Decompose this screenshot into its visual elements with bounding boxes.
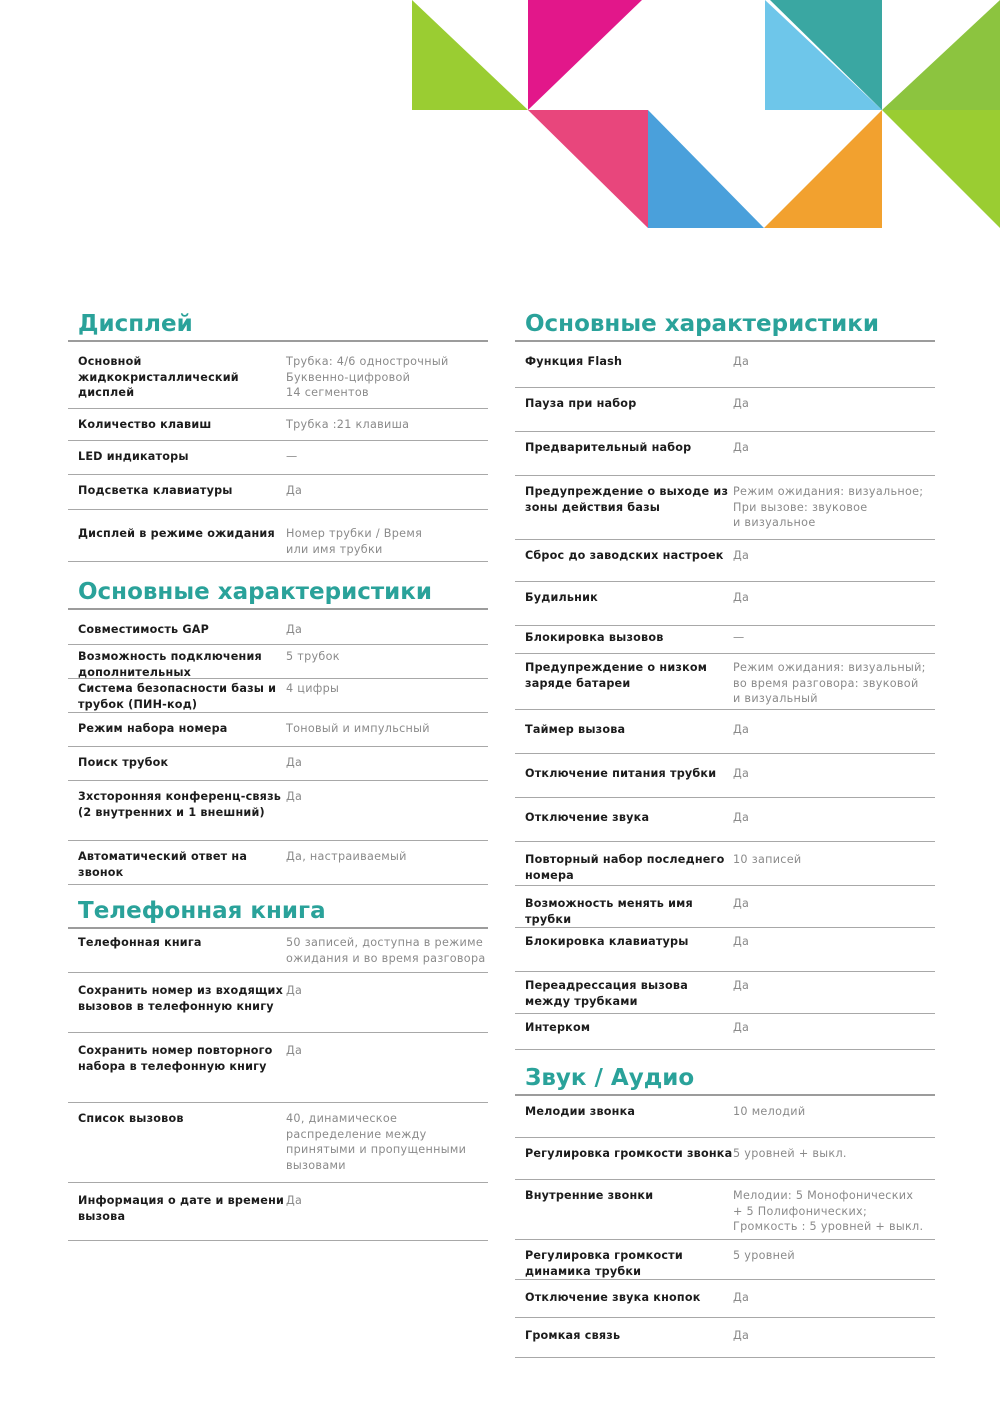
spec-value: Да bbox=[733, 549, 750, 562]
spec-row bbox=[515, 1014, 935, 1050]
decorative-triangles bbox=[0, 0, 1000, 240]
spec-row bbox=[515, 710, 935, 754]
spec-value: Да bbox=[733, 1021, 750, 1034]
spec-label: Интерком bbox=[525, 1021, 591, 1034]
spec-value: Да, настраиваемый bbox=[286, 850, 407, 863]
right-column bbox=[515, 310, 935, 1358]
spec-row bbox=[68, 475, 488, 510]
spec-value: Да bbox=[733, 441, 750, 454]
spec-label: Пауза при набор bbox=[525, 397, 637, 410]
spec-row bbox=[68, 510, 488, 562]
spec-value: Режим ожидания: визуальное; При вызове: звуковое и визуальное bbox=[733, 485, 924, 529]
spec-value: Да bbox=[733, 1329, 750, 1342]
spec-label: LED индикаторы bbox=[78, 450, 189, 463]
spec-row bbox=[68, 841, 488, 885]
spec-value: Да bbox=[286, 1044, 303, 1057]
spec-row bbox=[68, 1183, 488, 1241]
section-title-main: Основные характеристики bbox=[68, 578, 488, 610]
spec-label: Громкая связь bbox=[525, 1329, 621, 1342]
spec-row bbox=[515, 346, 935, 388]
triangle-blue bbox=[648, 110, 764, 228]
spec-value: Да bbox=[286, 1194, 303, 1207]
spec-row bbox=[515, 1280, 935, 1318]
spec-row bbox=[68, 713, 488, 747]
spec-row bbox=[515, 388, 935, 432]
spec-value: Трубка :21 клавиша bbox=[286, 418, 410, 431]
spec-label: Режим набора номера bbox=[78, 722, 228, 735]
section-title-phonebook: Телефонная книга bbox=[68, 897, 488, 929]
spec-row bbox=[68, 747, 488, 781]
spec-label: Возможность менять имя трубки bbox=[525, 897, 693, 926]
left-column bbox=[68, 310, 488, 1241]
spec-value: Да bbox=[733, 723, 750, 736]
spec-value: 50 записей, доступна в режиме ожидания и во время разговора bbox=[286, 936, 486, 965]
spec-label: Система безопасности базы и трубок (ПИН-код) bbox=[78, 682, 277, 711]
triangle-lime-bottom bbox=[882, 110, 1000, 228]
spec-row bbox=[68, 781, 488, 841]
spec-row bbox=[68, 1033, 488, 1103]
section-title-audio: Звук / Аудио bbox=[515, 1064, 935, 1096]
spec-value: — bbox=[733, 631, 745, 644]
section-audio bbox=[515, 1064, 935, 1358]
section-display bbox=[68, 310, 488, 562]
section-phonebook bbox=[68, 897, 488, 1241]
spec-value: 4 цифры bbox=[286, 682, 340, 695]
section-main-left bbox=[68, 578, 488, 885]
spec-label: Переадрессация вызова между трубками bbox=[525, 979, 688, 1008]
spec-label: Функция Flash bbox=[525, 355, 623, 368]
spec-value: Да bbox=[733, 767, 750, 780]
spec-value: Да bbox=[733, 397, 750, 410]
spec-value: Да bbox=[733, 979, 750, 992]
spec-label: Предупреждение о низком заряде батареи bbox=[525, 661, 708, 690]
spec-label: Таймер вызова bbox=[525, 723, 626, 736]
spec-row bbox=[515, 432, 935, 476]
spec-row bbox=[68, 933, 488, 973]
spec-label: Регулировка громкости динамика трубки bbox=[525, 1249, 683, 1278]
spec-label: 3хсторонняя конференц-связь (2 внутренних и 1 внешний) bbox=[78, 790, 282, 819]
spec-row bbox=[68, 409, 488, 441]
spec-label: Основной жидкокристаллический дисплей bbox=[78, 355, 239, 399]
spec-value: Мелодии: 5 Монофонических + 5 Полифонических; Громкость : 5 уровней + выкл. bbox=[733, 1189, 924, 1233]
spec-label: Блокировка клавиатуры bbox=[525, 935, 689, 948]
spec-value: 5 трубок bbox=[286, 650, 340, 663]
spec-row bbox=[68, 645, 488, 679]
triangle-orange bbox=[764, 110, 882, 228]
spec-row bbox=[515, 754, 935, 798]
spec-row bbox=[515, 540, 935, 582]
spec-row bbox=[515, 842, 935, 886]
spec-row bbox=[515, 1240, 935, 1280]
spec-label: Отключение питания трубки bbox=[525, 767, 717, 780]
section-title-display: Дисплей bbox=[68, 310, 488, 342]
spec-row bbox=[515, 476, 935, 540]
spec-value: 10 записей bbox=[733, 853, 802, 866]
spec-label: Количество клавиш bbox=[78, 418, 212, 431]
spec-label: Список вызовов bbox=[78, 1112, 184, 1125]
spec-value: Да bbox=[286, 623, 303, 636]
spec-row bbox=[515, 1100, 935, 1138]
spec-value: Да bbox=[733, 591, 750, 604]
spec-label: Сохранить номер из входящих вызовов в телефонную книгу bbox=[78, 984, 283, 1013]
spec-value: Да bbox=[733, 935, 750, 948]
spec-label: Будильник bbox=[525, 591, 598, 604]
spec-row bbox=[515, 928, 935, 972]
spec-label: Повторный набор последнего номера bbox=[525, 853, 725, 882]
spec-value: Да bbox=[286, 484, 303, 497]
spec-label: Предупреждение о выходе из зоны действия базы bbox=[525, 485, 729, 514]
spec-value: Да bbox=[286, 756, 303, 769]
spec-row bbox=[515, 1138, 935, 1180]
section-main-right bbox=[515, 310, 935, 1050]
spec-label: Поиск трубок bbox=[78, 756, 169, 769]
spec-value: Режим ожидания: визуальный; во время разговора: звуковой и визуальный bbox=[733, 661, 926, 705]
spec-label: Автоматический ответ на звонок bbox=[78, 850, 248, 879]
spec-label: Отключение звука bbox=[525, 811, 650, 824]
spec-row bbox=[68, 1103, 488, 1183]
spec-row bbox=[515, 626, 935, 654]
spec-label: Подсветка клавиатуры bbox=[78, 484, 233, 497]
spec-value: Трубка: 4/6 однострочный Буквенно-цифровой 14 сегментов bbox=[286, 355, 449, 399]
spec-value: Да bbox=[286, 790, 303, 803]
spec-value: 10 мелодий bbox=[733, 1105, 806, 1118]
spec-value: 40, динамическое распределение между принятыми и пропущенными вызовами bbox=[286, 1112, 467, 1172]
spec-label: Сохранить номер повторного набора в телефонную книгу bbox=[78, 1044, 273, 1073]
spec-value: Да bbox=[733, 355, 750, 368]
spec-value: 5 уровней + выкл. bbox=[733, 1147, 847, 1160]
spec-value: — bbox=[286, 450, 298, 463]
spec-label: Сброс до заводских настроек bbox=[525, 549, 724, 562]
spec-label: Мелодии звонка bbox=[525, 1105, 636, 1118]
spec-value: Да bbox=[286, 984, 303, 997]
spec-row bbox=[515, 1180, 935, 1240]
triangle-lime-top bbox=[882, 0, 1000, 110]
spec-value: 5 уровней bbox=[733, 1249, 796, 1262]
triangle-magenta bbox=[528, 0, 642, 110]
spec-label: Внутренние звонки bbox=[525, 1189, 654, 1202]
spec-label: Телефонная книга bbox=[78, 936, 202, 949]
spec-label: Информация о дате и времени вызова bbox=[78, 1194, 285, 1223]
spec-label: Возможность подключения дополнительных bbox=[78, 650, 262, 679]
spec-value: Тоновый и импульсный bbox=[286, 722, 430, 735]
spec-value: Да bbox=[733, 811, 750, 824]
triangle-pink bbox=[528, 110, 648, 228]
spec-row bbox=[515, 582, 935, 626]
spec-value: Номер трубки / Время или имя трубки bbox=[286, 527, 423, 556]
spec-label: Отключение звука кнопок bbox=[525, 1291, 701, 1304]
spec-label: Регулировка громкости звонка bbox=[525, 1147, 733, 1160]
spec-row bbox=[515, 798, 935, 842]
spec-row bbox=[515, 972, 935, 1014]
spec-row bbox=[68, 679, 488, 713]
spec-row bbox=[68, 973, 488, 1033]
spec-row bbox=[515, 654, 935, 710]
triangle-green-left bbox=[412, 0, 528, 110]
spec-label: Дисплей в режиме ожидания bbox=[78, 527, 275, 540]
section-title-main: Основные характеристики bbox=[515, 310, 935, 342]
spec-label: Предварительный набор bbox=[525, 441, 692, 454]
spec-value: Да bbox=[733, 897, 750, 910]
spec-row bbox=[515, 886, 935, 928]
spec-row bbox=[68, 441, 488, 475]
spec-label: Блокировка вызовов bbox=[525, 631, 664, 644]
spec-label: Совместимость GAP bbox=[78, 623, 210, 636]
spec-row bbox=[515, 1318, 935, 1358]
spec-row bbox=[68, 614, 488, 645]
spec-row bbox=[68, 346, 488, 409]
spec-value: Да bbox=[733, 1291, 750, 1304]
